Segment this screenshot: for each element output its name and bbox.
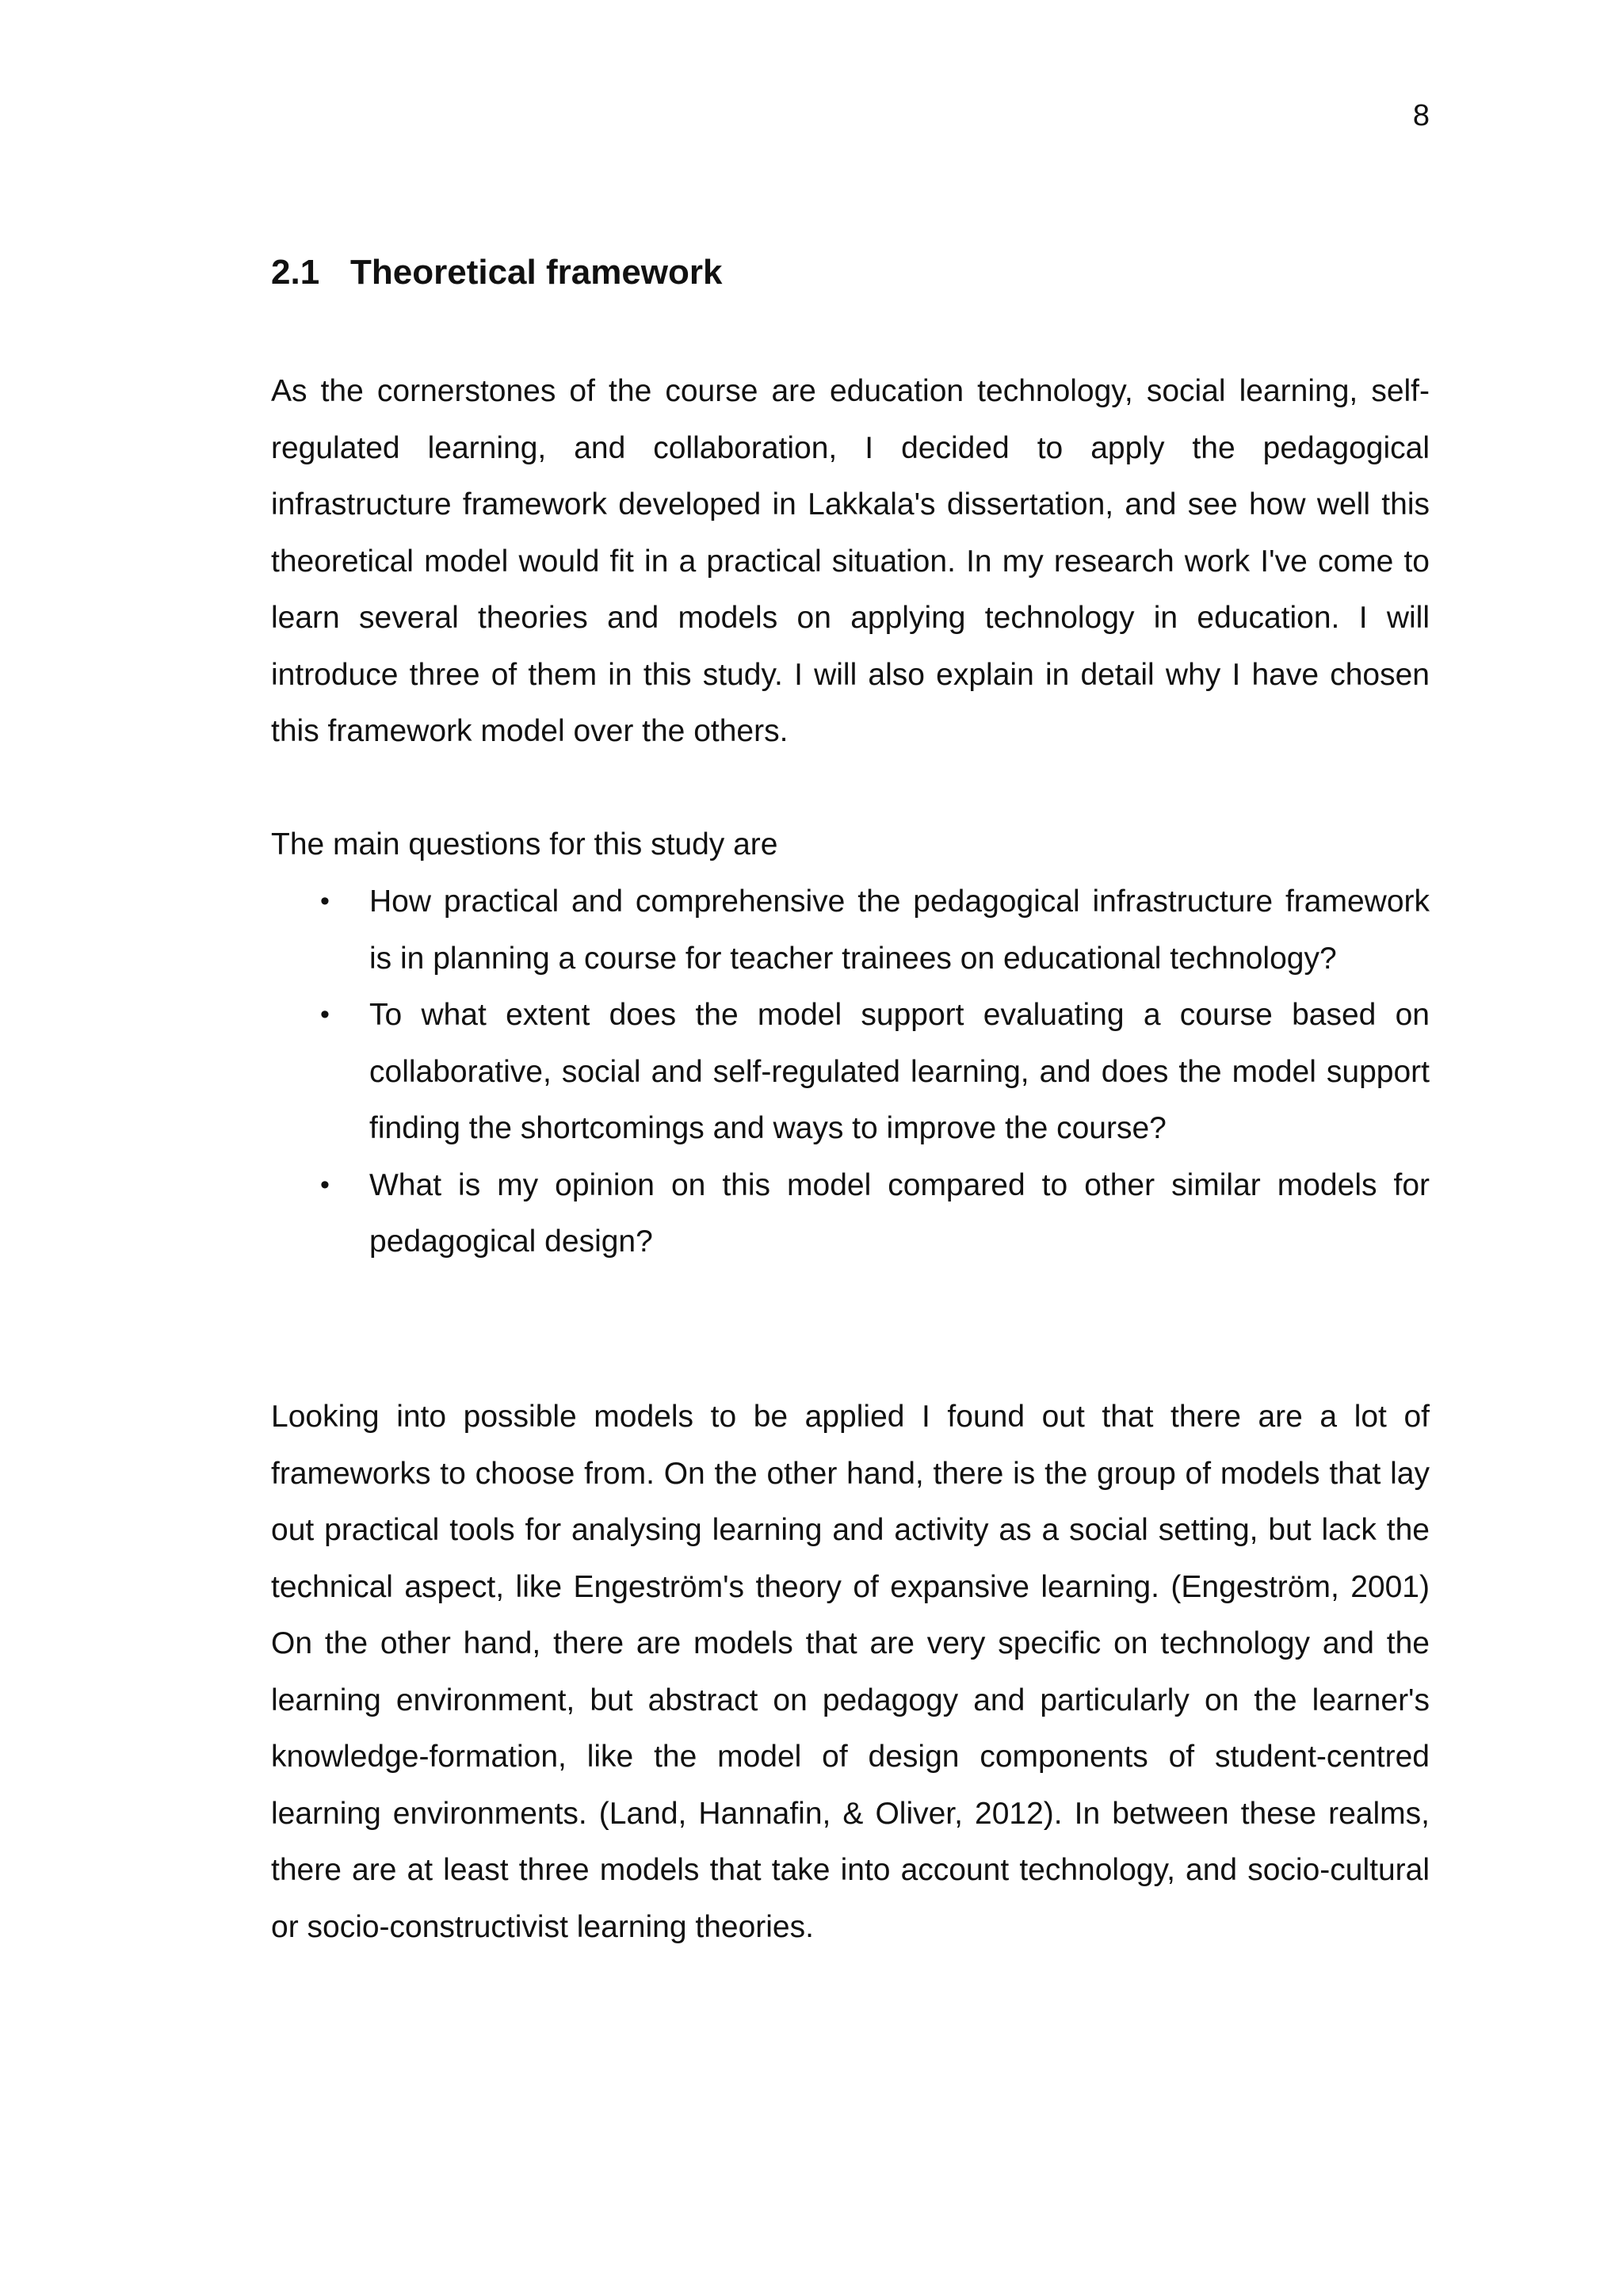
section-heading (271, 250, 1430, 295)
list-item (271, 873, 1430, 987)
question-text: How practical and comprehensive the pedagogical infrastructure framework is in planning a course for teacher trainees on educational technology? (369, 884, 1430, 976)
list-item (271, 1157, 1430, 1270)
intro-paragraph: As the cornerstones of the course are education technology, social learning, self-regulated learning, and collaboration, I decided to apply the pedagogical infrastructure framework developed in Lakkala's dissertation, and see how well this theoretical model would fit in a practical situation. In my research work I've come to learn several theories and models on applying technology in education. I will introduce three of them in this study. I will also explain in detail why I have chosen this framework model over the others. (271, 374, 1430, 748)
question-text: To what extent does the model support evaluating a course based on collaborative, social and self-regulated learning, and does the model support finding the shortcomings and ways to improve the course? (369, 998, 1430, 1145)
models-paragraph: Looking into possible models to be applied I found out that there are a lot of frameworks to choose from. On the other hand, there is the group of models that lay out practical tools for analysing learning and activity as a social setting, but lack the technical aspect, like Engeström's theory of expansive learning. (Engeström, 2001) On the other hand, there are models that are very specific on technology and the learning environment, but abstract on pedagogy and particularly on the learner's knowledge-formation, like the model of design components of student-centred learning environments. (Land, Hannafin, & Oliver, 2012). In between these realms, there are at least three models that take into account technology, and socio-cultural or socio-constructivist learning theories. (271, 1400, 1430, 1944)
question-text: What is my opinion on this model compared to other similar models for pedagogical design? (369, 1167, 1430, 1259)
research-questions-list (271, 873, 1430, 1270)
section-title: Theoretical framework (350, 253, 723, 292)
bullet-icon: • (320, 886, 330, 916)
page-number: 8 (1412, 99, 1430, 132)
section-number: 2.1 (271, 253, 320, 292)
list-item (271, 987, 1430, 1157)
bullet-icon: • (320, 999, 330, 1030)
questions-intro: The main questions for this study are (271, 827, 778, 861)
bullet-icon: • (320, 1169, 330, 1200)
